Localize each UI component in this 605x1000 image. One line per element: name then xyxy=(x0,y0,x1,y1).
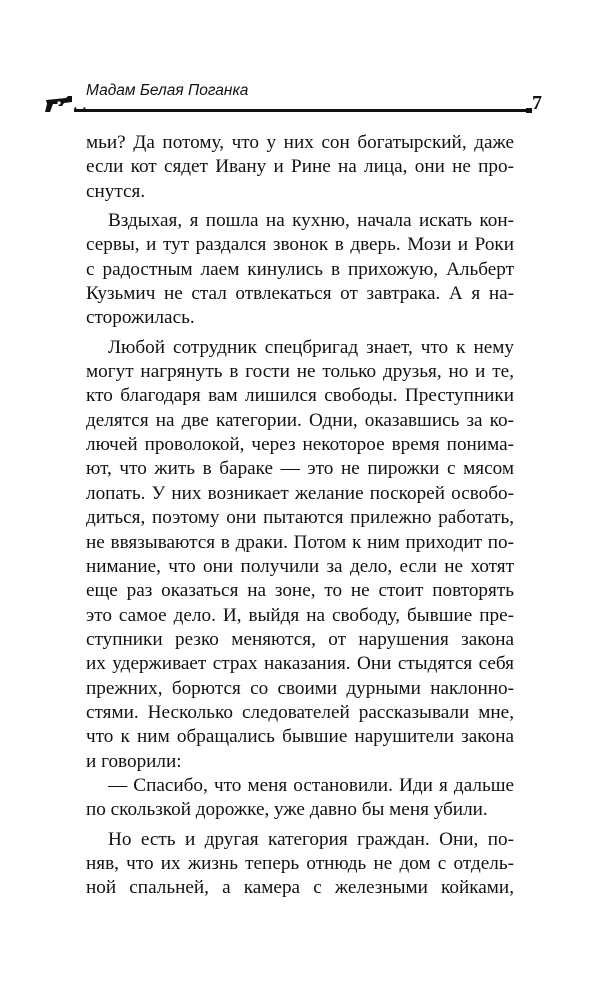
text-line: Вздыхая, я пошла на кухню, начала искать кон- xyxy=(108,210,514,232)
text-line: сервы, и тут раздался звонок в дверь. Мози и Роки xyxy=(86,234,514,256)
text-line: лючей проволокой, через некоторое время понима- xyxy=(86,434,514,456)
running-title: Мадам Белая Поганка xyxy=(86,82,249,99)
text-line: еще раз оказаться на зоне, то не стоит повторять xyxy=(86,580,514,602)
text-line: Но есть и другая категория граждан. Они, по- xyxy=(108,828,514,850)
text-line: ступники резко меняются, от нарушения закона xyxy=(86,628,514,650)
text-line: стями. Несколько следователей рассказывали мне, xyxy=(86,701,514,723)
body-text xyxy=(86,131,514,901)
page-number: 7 xyxy=(532,92,542,114)
text-line: сторожилась. xyxy=(86,307,195,329)
text-line: Кузьмич не стал отвлекаться от завтрака. А я на- xyxy=(86,283,514,305)
text-line: нимание, что они получили за дело, если не хотят xyxy=(86,555,514,577)
running-header xyxy=(44,82,564,122)
text-line: няв, что их жизнь теперь отнюдь не дом с отдель- xyxy=(86,852,514,874)
text-line: по скользкой дорожке, уже давно бы меня убили. xyxy=(86,799,488,821)
text-line: мьи? Да потому, что у них сон богатырский, даже xyxy=(86,132,514,153)
text-line: прежних, борются со своими дурными наклонно- xyxy=(86,677,514,699)
text-line: могут нагрянуть в гости не только друзья, но и те, xyxy=(86,361,514,383)
text-line: не ввязываются в драки. Потом к ним приходит по- xyxy=(86,531,514,553)
text-line: Любой сотрудник спецбригад знает, что к нему xyxy=(108,336,514,358)
text-line: кто благодаря вам лишился свободы. Преступники xyxy=(86,385,514,407)
text-line: и говорили: xyxy=(86,750,182,772)
text-line: ной спальней, а камера с железными койками, xyxy=(86,877,514,899)
text-line: с радостным лаем кинулись в прихожую, Альберт xyxy=(86,258,514,280)
text-line: делятся на две категории. Одни, оказавшись за ко- xyxy=(86,409,514,431)
text-line: лопать. У них возникает желание поскорей освобо- xyxy=(86,482,514,504)
text-line: диться, поэтому они пытаются прилежно работать, xyxy=(86,507,514,529)
text-line: что к ним обращались бывшие нарушители закона xyxy=(86,726,514,748)
text-line: если кот сядет Ивану и Рине на лица, они не про- xyxy=(86,156,514,178)
text-line: их удерживает страх наказания. Они стыдятся себя xyxy=(86,653,514,675)
text-line: снутся. xyxy=(86,180,146,202)
text-line: — Спасибо, что меня остановили. Иди я дальше xyxy=(108,774,514,796)
text-line: это самое дело. И, выйдя на свободу, бывшие пре- xyxy=(86,604,514,626)
revolver-icon xyxy=(44,92,74,114)
text-line: ют, что жить в бараке — это не пирожки с мясом xyxy=(86,458,514,480)
header-rule xyxy=(74,109,532,112)
